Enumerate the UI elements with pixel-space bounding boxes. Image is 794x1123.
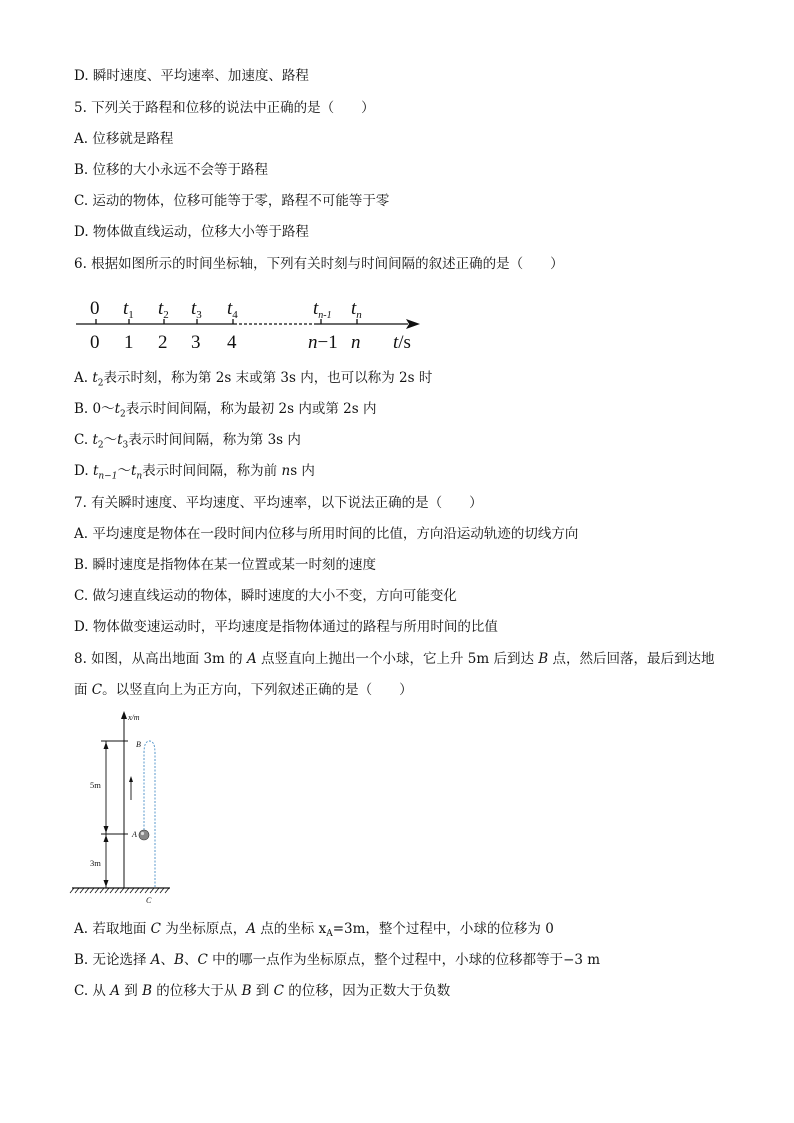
axis-unit-label: t/s: [393, 332, 411, 353]
axis-arrow-icon: [406, 319, 420, 329]
tick-bottom-n: n: [351, 332, 361, 353]
q4-option-d: D. 瞬时速度、平均速率、加速度、路程: [74, 68, 309, 84]
tick-bottom-n-1: n−1: [308, 332, 338, 353]
q8-stem-line1: 8. 如图，从高出地面 3m 的 A 点竖直向上抛出一个小球，它上升 5m 后到达 B 点，然后回落，最后到达地: [74, 651, 715, 667]
tick-top-t2: $t_2$: [158, 298, 169, 321]
q6-option-c: C. $t_2\sim t_3$表示时间间隔，称为第 3s 内: [74, 432, 301, 451]
tick-top-tn-1: $t_{n-1}$: [313, 298, 332, 321]
q8-stem-line2: 面 C。以竖直向上为正方向，下列叙述正确的是（ ）: [74, 682, 413, 698]
q5-option-a: A. 位移就是路程: [74, 131, 174, 147]
point-c-label: C: [146, 896, 152, 905]
tick-bottom-4: 4: [227, 332, 237, 353]
q5-option-b: B. 位移的大小永远不会等于路程: [74, 162, 269, 178]
time-axis-figure: [70, 288, 430, 356]
tick-top-0: 0: [90, 298, 100, 319]
ball: [139, 830, 149, 840]
q8-option-a: A. 若取地面 C 为坐标原点，A 点的坐标 $x_A=3m$，整个过程中，小球的位移为 0: [74, 921, 554, 939]
tick-bottom-3: 3: [191, 332, 201, 353]
segment-label-3m: 3m: [90, 858, 101, 868]
q5-option-c: C. 运动的物体，位移可能等于零，路程不可能等于零: [74, 193, 390, 209]
tick-top-t4: $t_4$: [227, 298, 238, 321]
tick-top-tn: $t_n$: [351, 298, 362, 321]
q7-option-c: C. 做匀速直线运动的物体，瞬时速度的大小不变，方向可能变化: [74, 588, 457, 604]
q5-option-d: D. 物体做直线运动，位移大小等于路程: [74, 224, 309, 240]
segment-label-5m: 5m: [90, 780, 101, 790]
point-b-label: B: [136, 740, 141, 749]
axis-arrow-icon: [121, 711, 127, 719]
q6-option-a: A. $t_2$表示时刻，称为第 2s 末或第 3s 内，也可以称为 2s 时: [74, 370, 433, 389]
projectile-figure: [68, 708, 178, 908]
ball-trajectory: [144, 741, 155, 888]
tick-top-t1: $t_1$: [123, 298, 134, 321]
q5-stem: 5. 下列关于路程和位移的说法中正确的是（ ）: [74, 100, 375, 116]
tick-bottom-1: 1: [124, 332, 134, 353]
q7-option-b: B. 瞬时速度是指物体在某一位置或某一时刻的速度: [74, 557, 377, 573]
tick-bottom-2: 2: [158, 332, 168, 353]
q8-option-c: C. 从 A 到 B 的位移大于从 B 到 C 的位移，因为正数大于负数: [74, 983, 451, 999]
q6-option-b: B. $0\sim t_2$表示时间间隔，称为最初 2s 内或第 2s 内: [74, 401, 377, 420]
tick-top-t3: $t_3$: [191, 298, 202, 321]
q7-option-a: A. 平均速度是物体在一段时间内位移与所用时间的比值，方向沿运动轨迹的切线方向: [74, 526, 579, 542]
q8-option-b: B. 无论选择 A、B、C 中的哪一点作为坐标原点，整个过程中，小球的位移都等于−3 m: [74, 952, 601, 968]
axis-label: x/m: [128, 713, 140, 722]
q7-stem: 7. 有关瞬时速度、平均速度、平均速率，以下说法正确的是（ ）: [74, 495, 483, 511]
point-a-label: A: [132, 830, 137, 839]
q6-stem: 6. 根据如图所示的时间坐标轴，下列有关时刻与时间间隔的叙述正确的是（ ）: [74, 256, 564, 272]
q6-option-d: D. $t_{n-1}\sim t_n$表示时间间隔，称为前 ns 内: [74, 463, 315, 482]
tick-bottom-0: 0: [90, 332, 100, 353]
q7-option-d: D. 物体做变速运动时，平均速度是指物体通过的路程与所用时间的比值: [74, 619, 498, 635]
